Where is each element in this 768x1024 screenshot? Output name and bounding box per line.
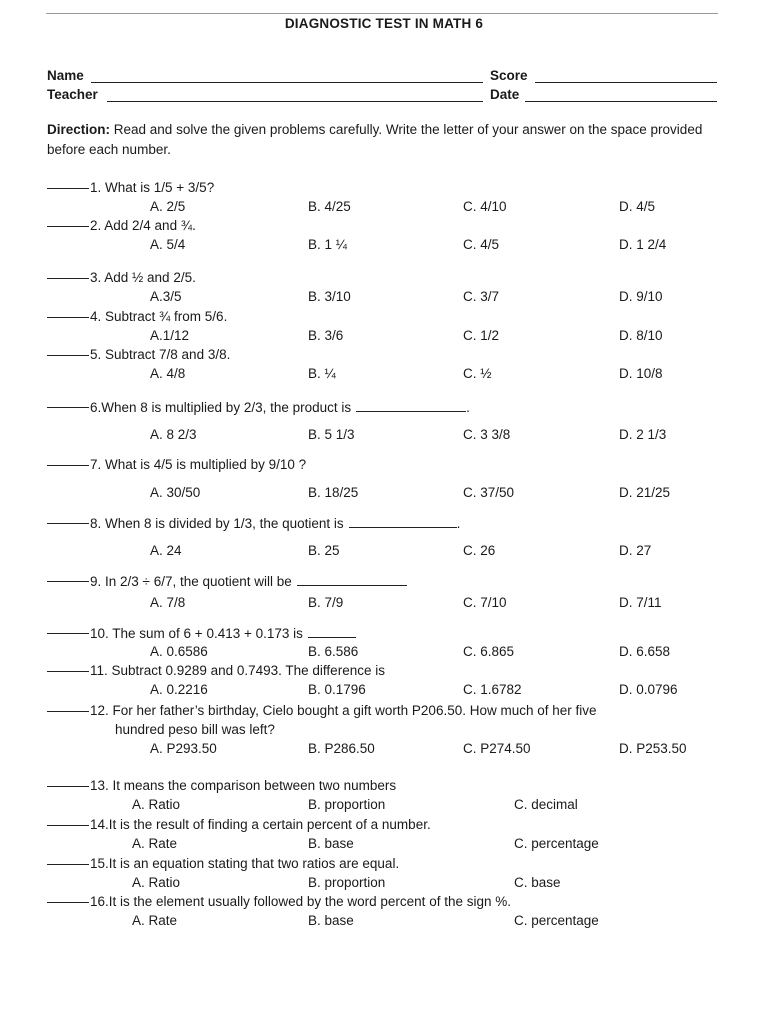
option-b: B. 7/9 (308, 595, 344, 610)
option-b: B. 4/25 (308, 199, 351, 214)
question-16 (47, 894, 737, 934)
option-b: B. 1 ¼ (308, 237, 348, 252)
question-text: 11. Subtract 0.9289 and 0.7493. The difference is (90, 663, 385, 678)
option-d: D. 27 (619, 543, 652, 558)
option-a: A. 0.2216 (150, 682, 208, 697)
question-stem (90, 457, 306, 472)
option-a: A. 24 (150, 543, 182, 558)
option-c: C. percentage (514, 836, 599, 851)
option-b: B. 25 (308, 543, 340, 558)
option-d: D. P253.50 (619, 741, 687, 756)
option-a: A.1/12 (150, 328, 190, 343)
score-label: Score (490, 68, 528, 83)
option-a: A. P293.50 (150, 741, 217, 756)
answer-blank[interactable] (47, 317, 89, 318)
answer-blank[interactable] (47, 825, 89, 826)
option-c: C. decimal (514, 797, 578, 812)
question-text: 12. For her father’s birthday, Cielo bought a gift worth P206.50. How much of her five (90, 703, 597, 718)
option-b: B. 0.1796 (308, 682, 366, 697)
option-d: D. 6.658 (619, 644, 671, 659)
question-text: 8. When 8 is divided by 1/3, the quotient is (90, 516, 344, 531)
question-stem (90, 625, 356, 641)
option-c: C. 6.865 (463, 644, 515, 659)
question-stem (90, 817, 431, 832)
fill-in-line (297, 573, 407, 586)
answer-blank[interactable] (47, 407, 89, 408)
option-c: C. 26 (463, 543, 496, 558)
teacher-label: Teacher (47, 87, 98, 102)
question-13 (47, 778, 737, 818)
question-10 (47, 625, 737, 665)
answer-blank[interactable] (47, 902, 89, 903)
option-b: B. base (308, 913, 354, 928)
question-stem (90, 856, 399, 871)
question-1 (47, 180, 737, 220)
option-b: B. 5 1/3 (308, 427, 355, 442)
teacher-field[interactable] (107, 101, 483, 102)
question-stem (90, 399, 470, 415)
page-title: DIAGNOSTIC TEST IN MATH 6 (284, 16, 484, 31)
direction-text (47, 120, 717, 160)
question-6 (47, 399, 737, 442)
question-12 (47, 703, 737, 756)
option-b: B. ¼ (308, 366, 336, 381)
option-a: A. 30/50 (150, 485, 201, 500)
question-text: 6.When 8 is multiplied by 2/3, the product is (90, 400, 352, 415)
option-d: D. 8/10 (619, 328, 663, 343)
option-c: C. 1/2 (463, 328, 500, 343)
option-c: C. 4/5 (463, 237, 500, 252)
option-c: C. 3 3/8 (463, 427, 511, 442)
option-a: A. 2/5 (150, 199, 186, 214)
option-d: D. 7/11 (619, 595, 662, 610)
option-d: D. 10/8 (619, 366, 663, 381)
question-stem (90, 309, 227, 324)
fill-in-line (349, 515, 457, 528)
question-text-end: . (456, 516, 461, 531)
option-a: A. Rate (132, 836, 178, 851)
question-stem (90, 778, 396, 793)
option-b: B. P286.50 (308, 741, 375, 756)
question-14 (47, 817, 737, 857)
question-text: 13. It means the comparison between two numbers (90, 778, 397, 793)
option-a: A. Rate (132, 913, 178, 928)
option-b: B. 3/10 (308, 289, 351, 304)
option-b: B. proportion (308, 797, 386, 812)
option-a: A. Ratio (132, 797, 181, 812)
question-4 (47, 309, 737, 349)
answer-blank[interactable] (47, 188, 89, 189)
answer-blank[interactable] (47, 864, 89, 865)
name-label: Name (47, 68, 84, 83)
question-5 (47, 347, 737, 387)
question-2 (47, 218, 737, 258)
option-c: C. ½ (463, 366, 492, 381)
question-text: 7. What is 4/5 is multiplied by 9/10 ? (90, 457, 307, 472)
answer-blank[interactable] (47, 278, 89, 279)
answer-blank[interactable] (47, 355, 89, 356)
answer-blank[interactable] (47, 465, 89, 466)
option-c: C. 7/10 (463, 595, 507, 610)
option-c: C. 3/7 (463, 289, 500, 304)
question-text-continued: hundred peso bill was left? (115, 722, 275, 737)
fill-in-line (308, 625, 356, 638)
option-d: D. 0.0796 (619, 682, 678, 697)
date-field[interactable] (525, 101, 717, 102)
option-c: C. 37/50 (463, 485, 515, 500)
question-text: 15.It is an equation stating that two ratios are equal. (90, 856, 400, 871)
option-d: D. 1 2/4 (619, 237, 667, 252)
option-a: A. 5/4 (150, 237, 186, 252)
question-stem (90, 573, 407, 589)
option-b: B. 18/25 (308, 485, 359, 500)
question-text: 2. Add 2/4 and ¾. (90, 218, 196, 233)
answer-blank[interactable] (47, 633, 89, 634)
question-text: 14.It is the result of finding a certain percent of a number. (90, 817, 431, 832)
option-c: C. P274.50 (463, 741, 531, 756)
date-label: Date (490, 87, 520, 102)
option-a: A. Ratio (132, 875, 181, 890)
option-a: A. 7/8 (150, 595, 186, 610)
option-b: B. 6.586 (308, 644, 359, 659)
question-stem (90, 180, 214, 195)
option-a: A. 8 2/3 (150, 427, 197, 442)
question-8 (47, 515, 737, 558)
question-text: 10. The sum of 6 + 0.413 + 0.173 is (90, 626, 303, 641)
option-a: A. 4/8 (150, 366, 186, 381)
question-3 (47, 270, 737, 310)
answer-blank[interactable] (47, 786, 89, 787)
question-stem (90, 515, 460, 531)
question-stem (90, 347, 230, 362)
option-c: C. base (514, 875, 561, 890)
answer-blank[interactable] (47, 671, 89, 672)
option-d: D. 2 1/3 (619, 427, 667, 442)
option-b: B. base (308, 836, 354, 851)
option-a: A. 0.6586 (150, 644, 208, 659)
option-c: C. 4/10 (463, 199, 507, 214)
option-c: C. 1.6782 (463, 682, 522, 697)
question-stem (90, 663, 385, 678)
answer-blank[interactable] (47, 226, 89, 227)
option-a: A.3/5 (150, 289, 182, 304)
question-stem (90, 894, 511, 909)
question-11 (47, 663, 737, 703)
direction-label: Direction: (47, 122, 111, 137)
question-text: 3. Add ½ and 2/5. (90, 270, 196, 285)
question-stem (90, 703, 597, 718)
answer-blank[interactable] (47, 581, 89, 582)
answer-blank[interactable] (47, 523, 89, 524)
top-rule (46, 13, 718, 14)
question-7 (47, 457, 737, 500)
fill-in-line (356, 399, 466, 412)
option-b: B. proportion (308, 875, 386, 890)
score-field[interactable] (535, 82, 717, 83)
question-text: 9. In 2/3 ÷ 6/7, the quotient will be (90, 574, 292, 589)
question-stem (90, 218, 196, 233)
question-text: 16.It is the element usually followed by the word percent of the sign %. (90, 894, 511, 909)
question-text: 5. Subtract 7/8 and 3/8. (90, 347, 231, 362)
option-d: D. 4/5 (619, 199, 656, 214)
option-d: D. 21/25 (619, 485, 671, 500)
option-b: B. 3/6 (308, 328, 344, 343)
question-9 (47, 573, 737, 613)
question-text: 4. Subtract ¾ from 5/6. (90, 309, 228, 324)
name-field[interactable] (91, 82, 483, 83)
option-d: D. 9/10 (619, 289, 663, 304)
answer-blank[interactable] (47, 711, 89, 712)
question-15 (47, 856, 737, 896)
question-stem (90, 270, 196, 285)
question-text-end: . (466, 400, 470, 415)
option-c: C. percentage (514, 913, 599, 928)
question-text: 1. What is 1/5 + 3/5? (90, 180, 215, 195)
direction-body: Read and solve the given problems carefully. Write the letter of your answer on the space provided before each number. (47, 122, 703, 157)
